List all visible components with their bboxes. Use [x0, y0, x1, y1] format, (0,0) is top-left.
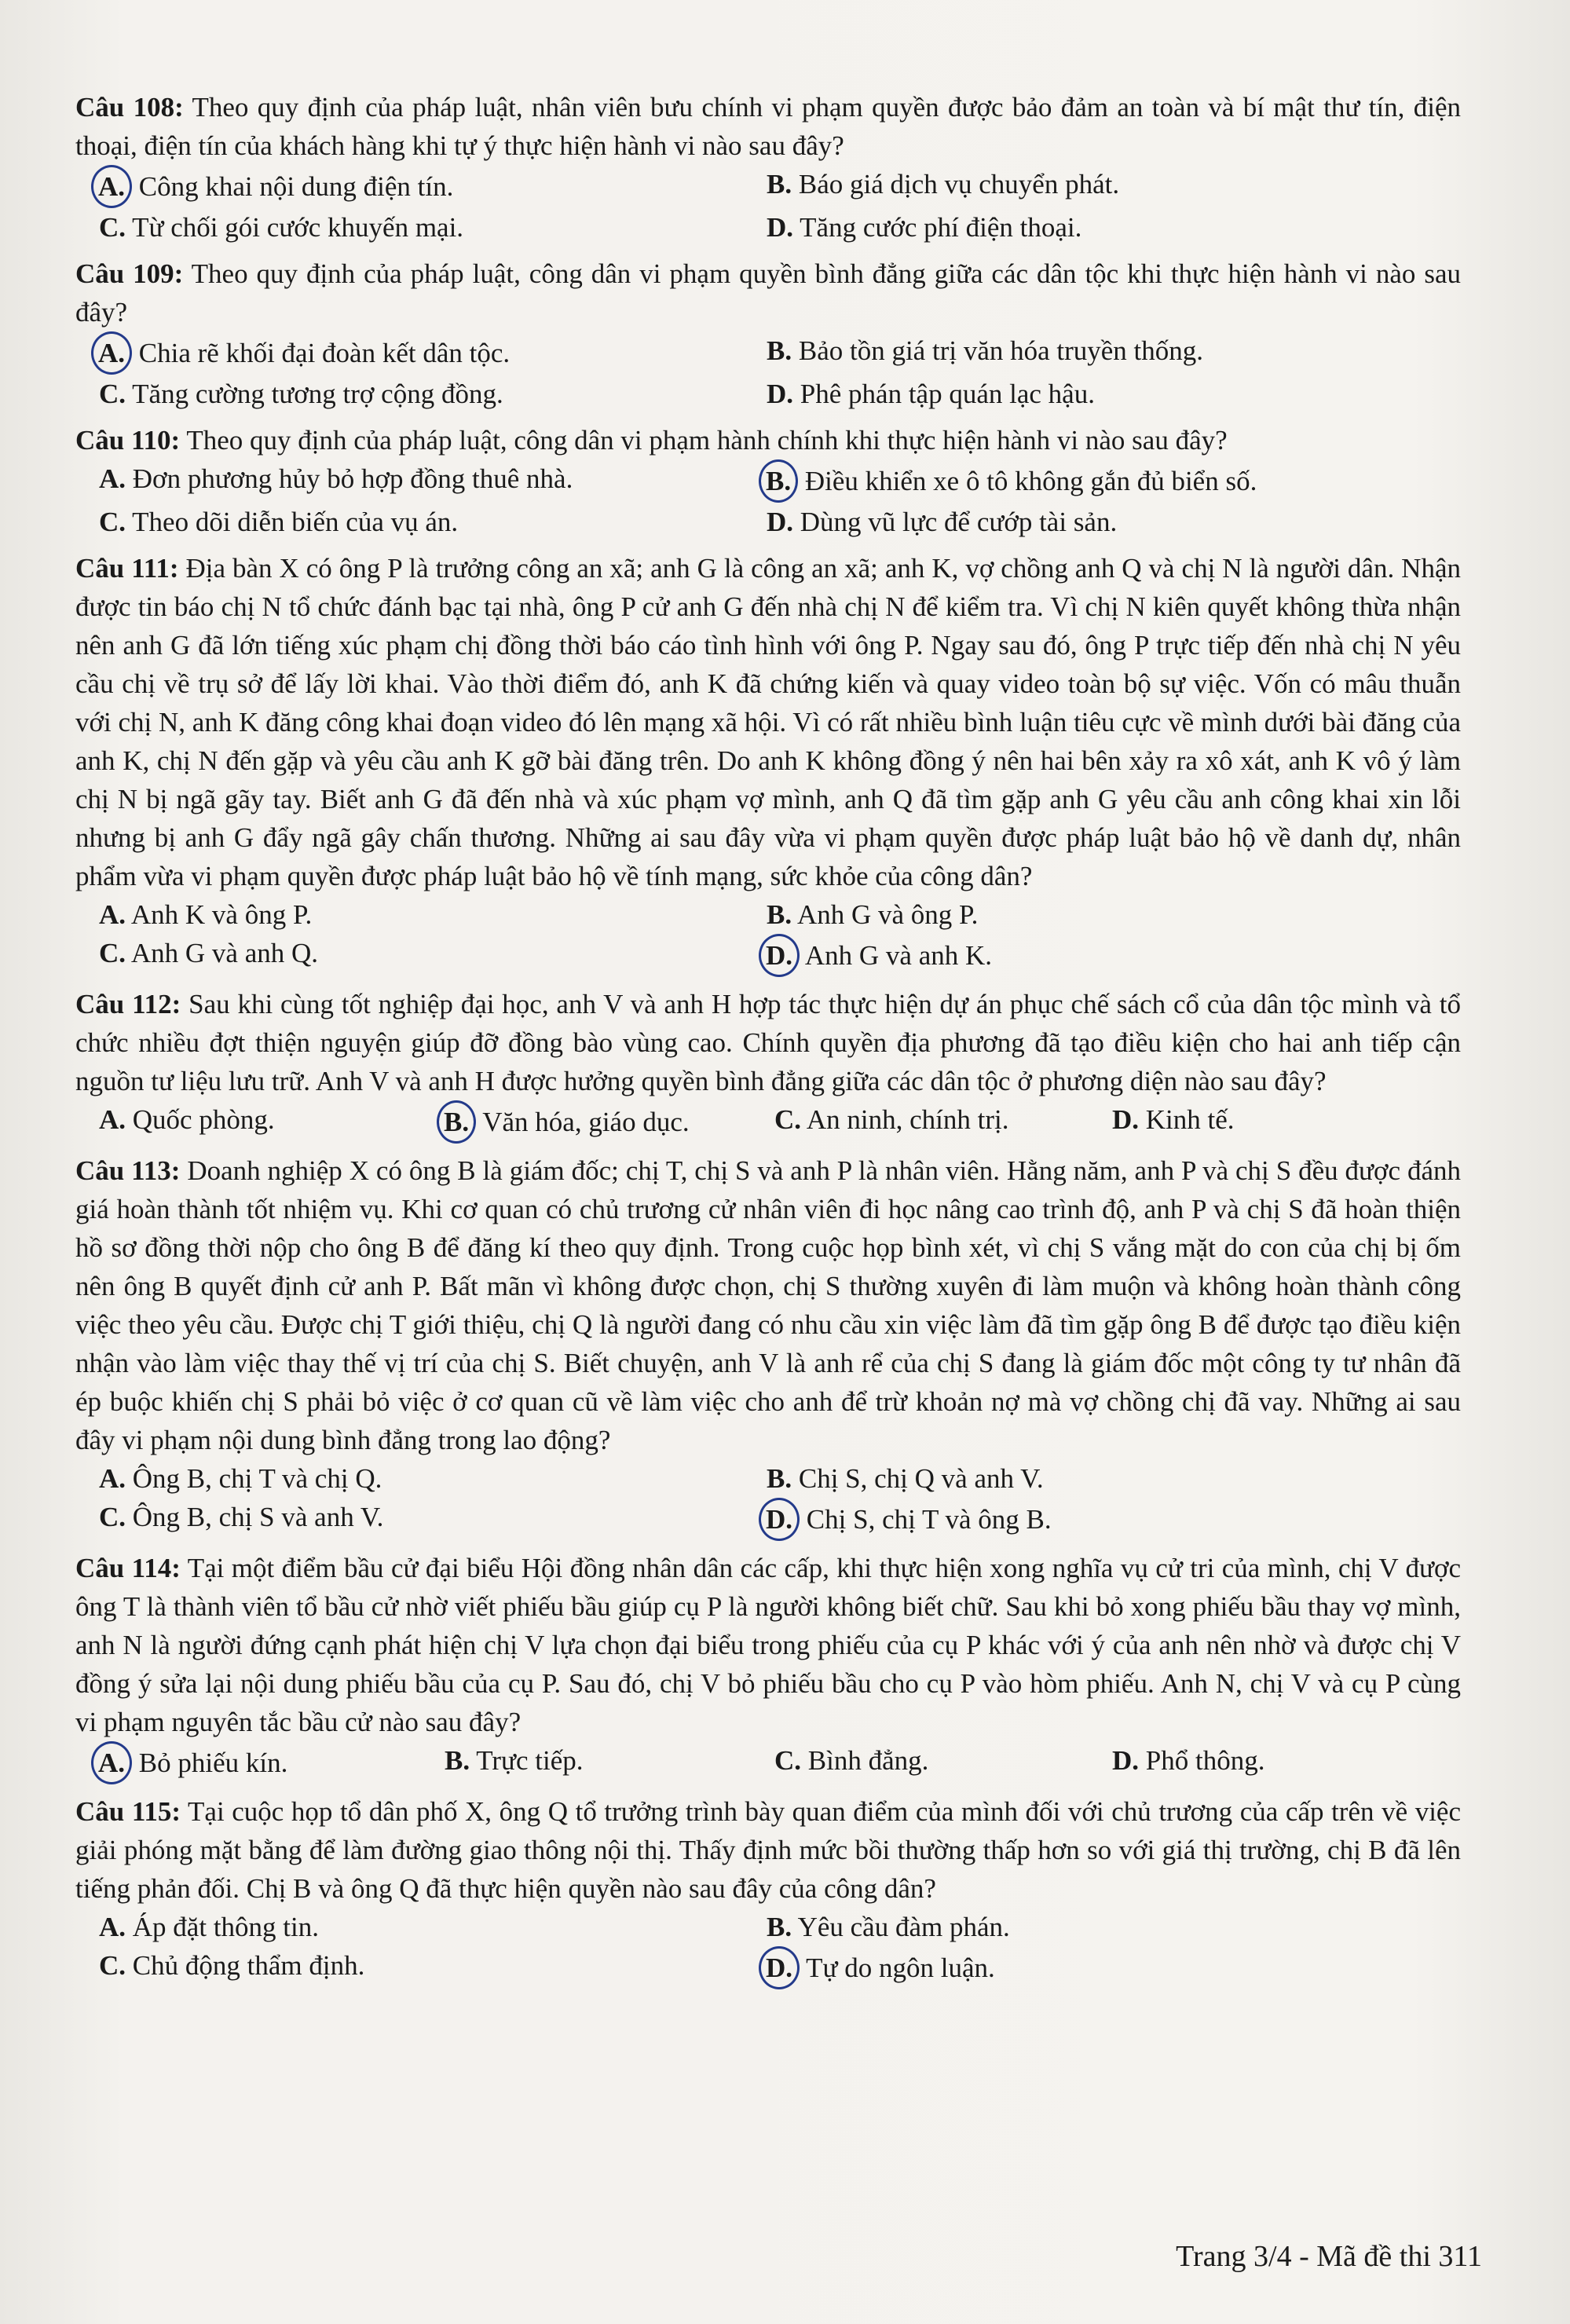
question-114 — [75, 1549, 1461, 1784]
question-text: Theo quy định của pháp luật, nhân viên bưu chính vi phạm quyền được bảo đảm an toàn và bí mật thư tín, điện thoại, điện tín của khách hàng khi tự ý thực hiện hành vi nào sau đây? — [75, 92, 1461, 161]
question-number: Câu 114: — [75, 1553, 181, 1583]
question-stem — [75, 985, 1461, 1100]
option-b[interactable]: B. Điều khiển xe ô tô không gắn đủ biển số. — [767, 459, 1484, 503]
option-b[interactable]: B. Anh G và ông P. — [767, 899, 979, 930]
option-d[interactable]: D. Kinh tế. — [1112, 1104, 1235, 1135]
options — [99, 165, 1461, 247]
option-d[interactable]: D. Phê phán tập quán lạc hậu. — [767, 379, 1095, 409]
question-stem — [75, 549, 1461, 895]
options — [99, 1741, 1461, 1784]
option-b[interactable]: B. Yêu cầu đàm phán. — [767, 1912, 1010, 1942]
question-text: Theo quy định của pháp luật, công dân vi phạm quyền bình đẳng giữa các dân tộc khi thực hiện hành vi nào sau đây? — [75, 258, 1461, 328]
option-b[interactable]: B. Báo giá dịch vụ chuyển phát. — [767, 169, 1120, 199]
page-footer: Trang 3/4 - Mã đề thi 311 — [1176, 2240, 1482, 2273]
option-a[interactable]: A. Quốc phòng. — [99, 1104, 275, 1135]
exam-content — [75, 88, 1461, 1997]
option-d[interactable]: D. Dùng vũ lực để cướp tài sản. — [767, 507, 1118, 537]
option-c[interactable]: C. Tăng cường tương trợ cộng đồng. — [99, 379, 503, 409]
question-text: Địa bàn X có ông P là trưởng công an xã; anh G là công an xã; anh K, vợ chồng anh Q và chị N là người dân. Nhận được tin báo chị N tổ chức đánh bạc tại nhà, ông P cử anh G đến nhà chị N để kiểm tra. Vì chị N kiên quyết không thừa nhận nên anh G đã lớn tiếng xúc phạm chị đồng thời báo cáo tình hình với ông P. Ngay sau đó, ông P trực tiếp đến nhà chị N yêu cầu chị về trụ sở để lấy lời khai. Vào thời điểm đó, anh K đã chứng kiến và quay video toàn bộ sự việc. Vốn có mâu thuẫn với chị N, anh K đăng công khai đoạn video đó lên mạng xã hội. Vì có rất nhiều bình luận tiêu cực về mình dưới bài đăng của anh K, chị N đến gặp và yêu cầu anh K gỡ bài đăng trên. Do anh K không đồng ý nên hai bên xảy ra xô xát, anh K vô ý làm chị N bị ngã gãy tay. Biết anh G đã đến nhà và xúc phạm vợ mình, anh Q đã tìm gặp anh G yêu cầu anh công khai xin lỗi nhưng bị anh G đẩy ngã gây chấn thương. Những ai sau đây vừa vi phạm quyền được pháp luật bảo hộ về danh dự, nhân phẩm vừa vi phạm quyền được pháp luật bảo hộ về tính mạng, sức khỏe của công dân? — [75, 553, 1461, 891]
question-stem — [75, 1151, 1461, 1459]
question-number: Câu 109: — [75, 258, 184, 289]
option-b[interactable]: B. Chị S, chị Q và anh V. — [767, 1463, 1044, 1494]
option-c[interactable]: C. Chủ động thẩm định. — [99, 1950, 365, 1981]
question-text: Tại một điểm bầu cử đại biểu Hội đồng nhân dân các cấp, khi thực hiện xong nghĩa vụ cử tri của mình, chị V được ông T là thành viên tổ bầu cử nhờ viết phiếu bầu giúp cụ P là người không biết chữ. Sau khi bỏ xong phiếu bầu thay vợ mình, anh N là người đứng cạnh phát hiện chị V lựa chọn đại biểu trong phiếu của cụ P khác với ý của anh nên nhờ và được chị V đồng ý sửa lại nội dung phiếu bầu của cụ P. Sau đó, chị V bỏ phiếu bầu cho cụ P vào hòm phiếu. Anh N, chị V và cụ P cùng vi phạm nguyên tắc bầu cử nào sau đây? — [75, 1553, 1461, 1737]
option-a[interactable]: A. Ông B, chị T và chị Q. — [99, 1463, 382, 1494]
option-a[interactable]: A. Anh K và ông P. — [99, 899, 313, 930]
question-108 — [75, 88, 1461, 247]
option-b[interactable]: B. Văn hóa, giáo dục. — [445, 1100, 774, 1144]
answer-mark: A. — [91, 165, 132, 208]
question-113 — [75, 1151, 1461, 1541]
option-d[interactable]: D. Tăng cước phí điện thoại. — [767, 212, 1082, 243]
option-c[interactable]: C. Theo dõi diễn biến của vụ án. — [99, 507, 459, 537]
options — [99, 895, 1461, 977]
option-b[interactable]: B. Bảo tồn giá trị văn hóa truyền thống. — [767, 335, 1204, 366]
question-text: Doanh nghiệp X có ông B là giám đốc; chị T, chị S và anh P là nhân viên. Hằng năm, anh P và chị S đều được đánh giá hoàn thành tốt nhiệm vụ. Khi cơ quan có chủ trương cử nhân viên đi học nâng cao trình độ, anh P và chị S đã hoàn thiện hồ sơ đồng thời nộp cho ông B để đăng kí theo quy định. Trong cuộc họp bình xét, vì chị S vắng mặt do con của chị bị ốm nên ông B quyết định cử anh P. Bất mãn vì không được chọn, chị S thường xuyên đi làm muộn và không hoàn thành công việc theo yêu cầu. Được chị T giới thiệu, chị Q là người đang có nhu cầu xin việc làm đã tìm gặp ông B để được tạo điều kiện nhận vào làm việc thay thế vị trí của chị S. Biết chuyện, anh V là anh rể của chị S đang là giám đốc một công ty tư nhân đã ép buộc khiến chị S phải bỏ việc ở cơ quan cũ về làm việc cho anh để trừ khoản nợ mà vợ chồng chị đã vay. Những ai sau đây vi phạm nội dung bình đẳng trong lao động? — [75, 1155, 1462, 1455]
question-number: Câu 112: — [75, 989, 181, 1019]
question-number: Câu 115: — [75, 1796, 181, 1827]
answer-mark: D. — [759, 1498, 800, 1541]
answer-mark: A. — [91, 331, 132, 375]
option-c[interactable]: C. Từ chối gói cước khuyến mại. — [99, 212, 464, 243]
option-c[interactable]: C. Bình đẳng. — [774, 1745, 929, 1776]
answer-mark: D. — [759, 1946, 800, 1989]
question-stem — [75, 1549, 1461, 1741]
question-stem — [75, 88, 1461, 165]
question-number: Câu 110: — [75, 425, 181, 456]
question-115 — [75, 1792, 1461, 1989]
question-stem — [75, 1792, 1461, 1908]
question-number: Câu 113: — [75, 1155, 181, 1186]
question-stem — [75, 421, 1461, 459]
option-c[interactable]: C. Anh G và anh Q. — [99, 938, 319, 968]
options — [99, 1908, 1461, 1989]
question-number: Câu 108: — [75, 92, 184, 123]
answer-mark: D. — [759, 934, 800, 977]
options — [99, 1459, 1461, 1541]
question-stem — [75, 254, 1461, 331]
option-d[interactable]: D. Tự do ngôn luận. — [767, 1946, 1484, 1989]
answer-mark: B. — [759, 459, 798, 503]
options — [99, 459, 1461, 541]
question-112 — [75, 985, 1461, 1144]
answer-mark: A. — [91, 1741, 132, 1784]
option-c[interactable]: C. An ninh, chính trị. — [774, 1104, 1009, 1135]
option-d[interactable]: D. Chị S, chị T và ông B. — [767, 1498, 1484, 1541]
option-a[interactable]: A. Công khai nội dung điện tín. — [99, 165, 767, 208]
option-a[interactable]: A. Áp đặt thông tin. — [99, 1912, 319, 1942]
answer-mark: B. — [437, 1100, 476, 1144]
question-109 — [75, 254, 1461, 413]
option-a[interactable]: A. Bỏ phiếu kín. — [99, 1741, 445, 1784]
options — [99, 1100, 1461, 1144]
option-b[interactable]: B. Trực tiếp. — [445, 1745, 584, 1776]
option-d[interactable]: D. Anh G và anh K. — [767, 934, 1484, 977]
option-d[interactable]: D. Phổ thông. — [1112, 1745, 1265, 1776]
question-text: Sau khi cùng tốt nghiệp đại học, anh V và anh H hợp tác thực hiện dự án phục chế sách cổ của dân tộc mình và tổ chức nhiều đợt thiện nguyện giúp đỡ đồng bào vùng cao. Chính quyền địa phương đã tạo điều kiện cho hai anh tiếp cận nguồn tư liệu lưu trữ. Anh V và anh H được hưởng quyền bình đẳng giữa các dân tộc ở phương diện nào sau đây? — [75, 989, 1462, 1096]
option-a[interactable]: A. Đơn phương hủy bỏ hợp đồng thuê nhà. — [99, 463, 573, 494]
question-111 — [75, 549, 1461, 977]
question-text: Theo quy định của pháp luật, công dân vi phạm hành chính khi thực hiện hành vi nào sau đây? — [186, 425, 1228, 456]
option-c[interactable]: C. Ông B, chị S và anh V. — [99, 1502, 384, 1532]
question-text: Tại cuộc họp tổ dân phố X, ông Q tổ trưởng trình bày quan điểm của mình đối với chủ trương của cấp trên về việc giải phóng mặt bằng để làm đường giao thông nội thị. Thấy định mức bồi thường thấp hơn so với giá thị trường, chị B đã lên tiếng phản đối. Chị B và ông Q đã thực hiện quyền nào sau đây của công dân? — [75, 1796, 1461, 1904]
question-number: Câu 111: — [75, 553, 179, 584]
options — [99, 331, 1461, 413]
question-110 — [75, 421, 1461, 541]
option-a[interactable]: A. Chia rẽ khối đại đoàn kết dân tộc. — [99, 331, 767, 375]
